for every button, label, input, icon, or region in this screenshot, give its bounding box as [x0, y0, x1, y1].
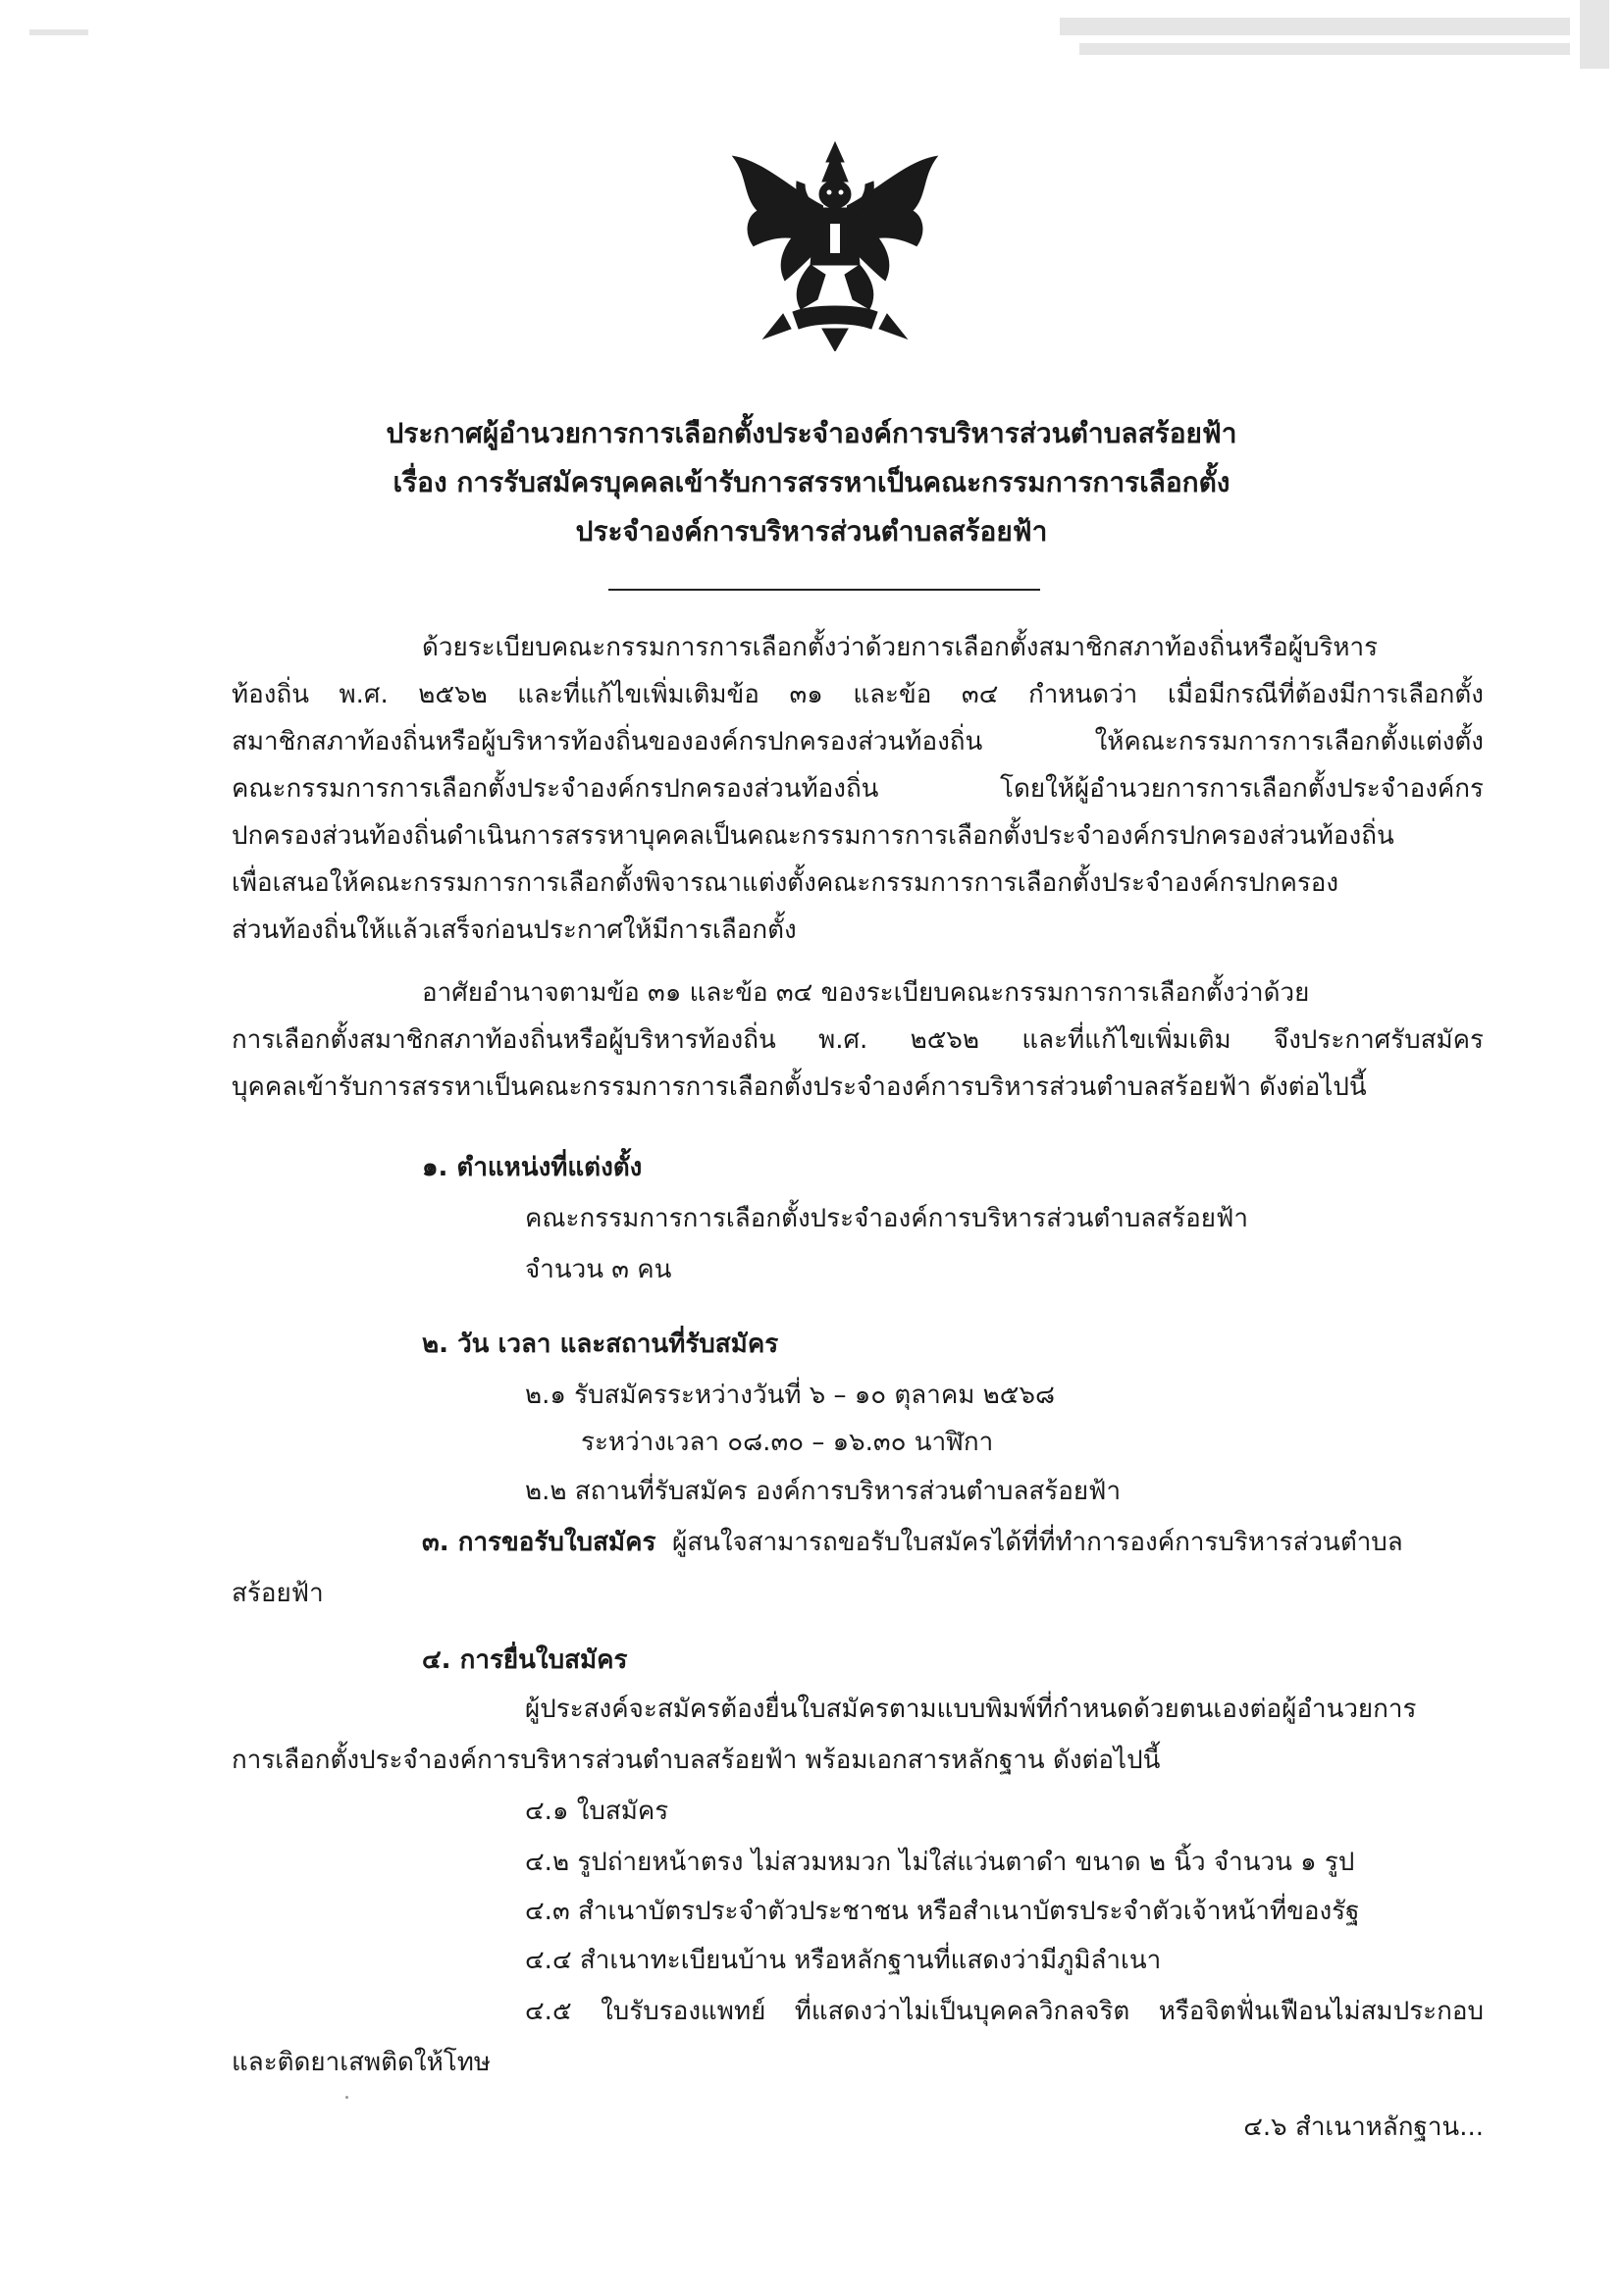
preamble-line: สมาชิกสภาท้องถิ่นหรือผู้บริหารท้องถิ่นขององค์กรปกครองส่วนท้องถิ่น ให้คณะกรรมการการเลือกตั้งแต่งตั้ง	[232, 727, 1484, 757]
continued-marker: ๔.๖ สำเนาหลักฐาน...	[1243, 2113, 1484, 2142]
authority-line: การเลือกตั้งสมาชิกสภาท้องถิ่นหรือผู้บริหารท้องถิ่น พ.ศ. ๒๕๖๒ และที่แก้ไขเพิ่มเติม จึงประกาศรับสมัคร	[232, 1025, 1484, 1055]
section2-heading: ๒. วัน เวลา และสถานที่รับสมัคร	[422, 1330, 779, 1359]
section3-continuation: สร้อยฟ้า	[232, 1579, 324, 1608]
preamble-line: คณะกรรมการการเลือกตั้งประจำองค์กรปกครองส่วนท้องถิ่น โดยให้ผู้อำนวยการการเลือกตั้งประจำองค์กร	[232, 774, 1484, 804]
preamble-line: ส่วนท้องถิ่นให้แล้วเสร็จก่อนประกาศให้มีการเลือกตั้ง	[232, 915, 797, 945]
scan-artifact	[1580, 0, 1609, 69]
section3-heading: ๓. การขอรับใบสมัคร	[422, 1528, 656, 1557]
section4-intro-line: การเลือกตั้งประจำองค์การบริหารส่วนตำบลสร้อยฟ้า พร้อมเอกสารหลักฐาน ดังต่อไปนี้	[232, 1746, 1161, 1775]
section4-item: ๔.๒ รูปถ่ายหน้าตรง ไม่สวมหมวก ไม่ใส่แว่นตาดำ ขนาด ๒ นิ้ว จำนวน ๑ รูป	[525, 1848, 1355, 1877]
section2-item1: ๒.๑ รับสมัครระหว่างวันที่ ๖ – ๑๐ ตุลาคม ๒๕๖๘	[525, 1381, 1056, 1410]
authority-line: บุคคลเข้ารับการสรรหาเป็นคณะกรรมการการเลือกตั้งประจำองค์การบริหารส่วนตำบลสร้อยฟ้า ดังต่อไปนี้	[232, 1072, 1367, 1102]
section2-item2: ๒.๒ สถานที่รับสมัคร องค์การบริหารส่วนตำบลสร้อยฟ้า	[525, 1477, 1122, 1506]
section1-count: จำนวน ๓ คน	[525, 1255, 672, 1284]
preamble-line: ด้วยระเบียบคณะกรรมการการเลือกตั้งว่าด้วยการเลือกตั้งสมาชิกสภาท้องถิ่นหรือผู้บริหาร	[422, 633, 1379, 662]
section4-item: ๔.๓ สำเนาบัตรประจำตัวประชาชน หรือสำเนาบัตรประจำตัวเจ้าหน้าที่ของรัฐ	[525, 1897, 1360, 1926]
preamble-line: ท้องถิ่น พ.ศ. ๒๕๖๒ และที่แก้ไขเพิ่มเติมข้อ ๓๑ และข้อ ๓๔ กำหนดว่า เมื่อมีกรณีที่ต้องมีการเลือกตั้ง	[232, 680, 1484, 709]
section3-text: ผู้สนใจสามารถขอรับใบสมัครได้ที่ที่ทำการองค์การบริหารส่วนตำบล	[671, 1528, 1403, 1557]
section4-item5-continuation: และติดยาเสพติดให้โทษ	[232, 2048, 491, 2077]
title-divider	[608, 589, 1040, 591]
announcement-title-line3: ประจำองค์การบริหารส่วนตำบลสร้อยฟ้า	[575, 515, 1048, 548]
preamble-line: เพื่อเสนอให้คณะกรรมการการเลือกตั้งพิจารณาแต่งตั้งคณะกรรมการการเลือกตั้งประจำองค์กรปกครอง	[232, 868, 1339, 898]
scan-artifact	[1060, 18, 1570, 35]
garuda-emblem-icon	[724, 137, 946, 351]
section4-item: ๔.๔ สำเนาทะเบียนบ้าน หรือหลักฐานที่แสดงว่ามีภูมิลำเนา	[525, 1946, 1162, 1975]
scan-artifact	[29, 29, 88, 35]
section3-line	[422, 1523, 1484, 1562]
section1-position: คณะกรรมการการเลือกตั้งประจำองค์การบริหารส่วนตำบลสร้อยฟ้า	[525, 1204, 1248, 1233]
announcement-title-line2: เรื่อง การรับสมัครบุคคลเข้ารับการสรรหาเป็นคณะกรรมการการเลือกตั้ง	[393, 466, 1230, 498]
section4-intro-line: ผู้ประสงค์จะสมัครต้องยื่นใบสมัครตามแบบพิมพ์ที่กำหนดด้วยตนเองต่อผู้อำนวยการ	[525, 1695, 1417, 1724]
authority-line: อาศัยอำนาจตามข้อ ๓๑ และข้อ ๓๔ ของระเบียบคณะกรรมการการเลือกตั้งว่าด้วย	[422, 978, 1310, 1008]
section1-heading: ๑. ตำแหน่งที่แต่งตั้ง	[422, 1153, 643, 1182]
scan-artifact	[1079, 43, 1570, 55]
section2-item1-time: ระหว่างเวลา ๐๘.๓๐ – ๑๖.๓๐ นาฬิกา	[581, 1428, 994, 1457]
scan-speck	[345, 2096, 348, 2099]
announcement-title-line1: ประกาศผู้อำนวยการการเลือกตั้งประจำองค์การบริหารส่วนตำบลสร้อยฟ้า	[386, 417, 1237, 449]
section4-item: ๔.๑ ใบสมัคร	[525, 1797, 669, 1826]
section4-item: ๔.๕ ใบรับรองแพทย์ ที่แสดงว่าไม่เป็นบุคคลวิกลจริต หรือจิตฟั่นเฟือนไม่สมประกอบ	[525, 1997, 1484, 2026]
section4-heading: ๔. การยื่นใบสมัคร	[422, 1645, 628, 1675]
preamble-line: ปกครองส่วนท้องถิ่นดำเนินการสรรหาบุคคลเป็นคณะกรรมการการเลือกตั้งประจำองค์กรปกครองส่วนท้องถิ่น	[232, 821, 1394, 851]
